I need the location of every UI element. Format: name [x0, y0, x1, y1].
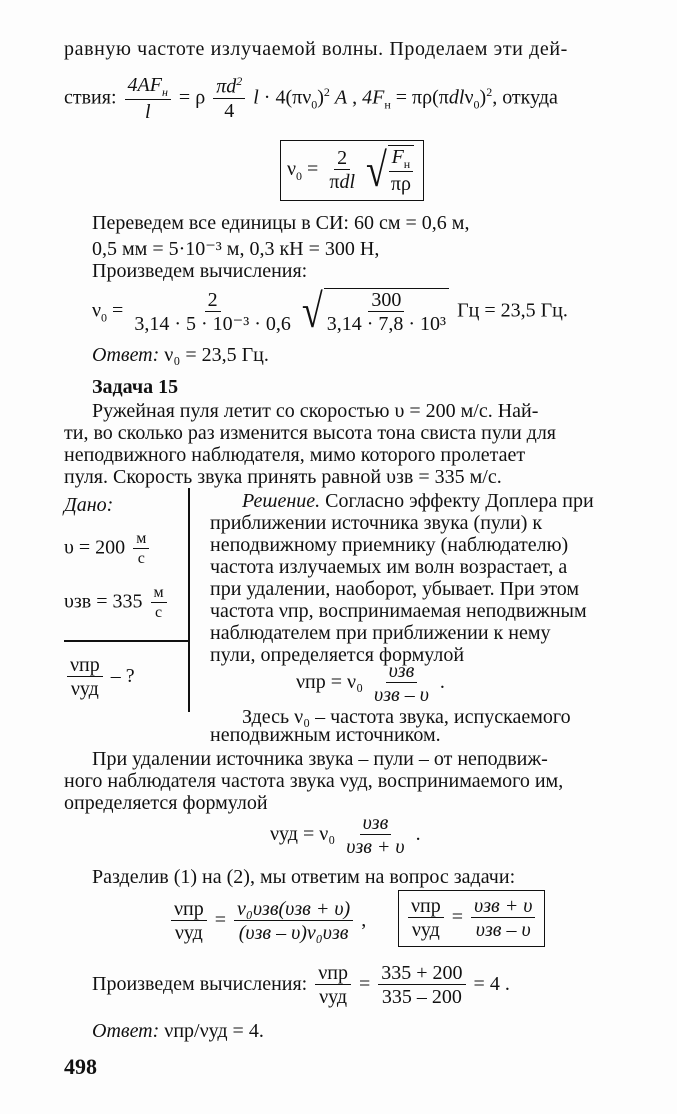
formula-1: νпр = ν₀ $\frac{\text{υзв}}{\text{υзв – υ}}$ .: [296, 660, 445, 706]
radical-numerator: 300: [368, 289, 404, 312]
unit-num: м: [133, 530, 149, 549]
ratio-mid-num: ν₀υзв(υзв + υ): [234, 898, 353, 921]
final-calc: Произведем вычисления: $\frac{\text{νпр}}{\text{νуд}}$ = $\frac{335 + 200}{335 - 200}$ = 4 .: [92, 962, 510, 1008]
given-vzv: [64, 584, 170, 622]
calc-formula: $\nu_0$ = $\frac{2}{\text{3,14 · 5 · 10⁻³ · 0,6}}$ √ $\frac{300}{\text{3,14 · 7,8 · 10³}}$ Гц = 23,5 Гц.: [92, 285, 568, 339]
solution-label: Решение.: [242, 490, 321, 512]
box-ratio-num: νпр: [408, 895, 444, 918]
fraction-denominator: 3,14 · 5 · 10⁻³ · 0,6: [134, 312, 291, 335]
solution-text: Согласно эффекту Доплера при: [325, 490, 594, 512]
answer-text: νпр/νуд = 4.: [164, 1020, 264, 1042]
ratio-den: νуд: [174, 922, 203, 944]
solution-line: приближении источника звука (пули) к: [210, 512, 543, 534]
final-text: Произведем вычисления:: [92, 973, 308, 996]
text-fragment: , откуда: [492, 86, 558, 109]
find-den: νуд: [70, 678, 99, 700]
solution-line: наблюдателем при приближении к нему: [210, 622, 551, 644]
box-ratio-den: νуд: [411, 919, 440, 941]
boxed-formula: $\nu_0$ = $\frac{2}{\text{πdl}}$ √ $\frac{F_н}{\pi\rho}$: [280, 140, 424, 201]
find-question: – ?: [110, 665, 135, 688]
text-line: неподвижного наблюдателя, мимо которого пролетает: [64, 444, 526, 466]
formula-left: νпр = ν₀: [296, 671, 364, 694]
solution-line: неподвижному приемнику (наблюдателю): [210, 534, 569, 556]
text-line: неподвижным источником.: [210, 724, 441, 746]
find-expression: [64, 654, 135, 701]
task-title: Задача 15: [92, 376, 179, 398]
text-line: определяется формулой: [64, 792, 268, 814]
formula-num: υзв: [360, 812, 392, 835]
radical-denominator: 3,14 · 7,8 · 10³: [326, 313, 447, 335]
formula-2: νуд = ν₀ $\frac{\text{υзв}}{\text{υзв + υ}}$ .: [270, 812, 421, 858]
ratio-num: νпр: [171, 898, 207, 921]
text-line: пуля. Скорость звука принять равной υзв = 335 м/с.: [64, 466, 502, 488]
text-line: 0,5 мм = 5·10⁻³ м, 0,3 кН = 300 Н,: [92, 238, 380, 260]
text-line: Ружейная пуля летит со скоростью υ = 200 м/с. Най-: [92, 400, 539, 422]
solution-line: частота νпр, воспринимаемая неподвижным: [210, 600, 587, 622]
box-num: υзв + υ: [471, 895, 535, 918]
answer-label: Ответ:: [92, 1020, 160, 1042]
solution-line: при удалении, наоборот, убывает. При этом: [210, 578, 580, 600]
text-line: равную частоте излучаемой волны. Проделаем эти дей-: [64, 38, 568, 60]
fraction-numerator: 2: [205, 289, 221, 312]
final-result: = 4 .: [473, 973, 510, 996]
ratio-formula: $\frac{\text{νпр}}{\text{νуд}}$ = $\frac{\text{ν₀υзв(υзв + υ)}}{\text{(υзв – υ)ν₀υзв}}$ ,: [168, 898, 366, 945]
text-line: Разделив (1) на (2), мы ответим на вопрос задачи:: [92, 866, 516, 888]
ratio-mid-den: (υзв – υ)ν₀υзв: [238, 922, 349, 944]
solution-line: частота излучаемых им волн возрастает, а: [210, 556, 568, 578]
solution-line: [242, 490, 594, 513]
unit-den: с: [155, 603, 163, 621]
solution-line: пули, определяется формулой: [210, 644, 465, 666]
given-vzv-text: υзв = 335: [64, 590, 143, 613]
formula-left: νуд = ν₀: [270, 823, 336, 846]
find-num: νпр: [67, 654, 103, 677]
given-v-text: υ = 200: [64, 536, 126, 559]
final-ratio-den: νуд: [319, 986, 348, 1008]
page-number: 498: [64, 1054, 97, 1079]
text-line: ного наблюдателя частота звука νуд, воспринимаемого им,: [64, 770, 564, 792]
box-den: υзв – υ: [475, 919, 531, 941]
text-line: При удалении источника звука – пули – от неподвиж-: [92, 748, 548, 770]
given-divider-vertical: [188, 488, 190, 712]
given-divider-horizontal: [64, 640, 188, 642]
text-line: Здесь ν₀ – частота звука, испускаемого: [242, 706, 571, 728]
formula-den: υзв + υ: [346, 836, 405, 858]
answer-line: [92, 344, 269, 367]
given-label: Дано:: [64, 494, 114, 516]
formula-line: ствия: $\frac{4AF_н}{l}$ = ρ $\frac{\pi d^2}{4}$ $l \cdot 4(\pi\nu_0)^2$ A , $4F_н = \pi\rho(\pi dl\nu_0)^2$, откуда: [64, 74, 558, 124]
unit-num: м: [151, 584, 167, 603]
answer-text: ν₀ = 23,5 Гц.: [164, 344, 269, 366]
text-line: ти, во сколько раз изменится высота тона свиста пули для: [64, 422, 557, 444]
final-ratio-num: νпр: [315, 962, 351, 985]
text-line: Переведем все единицы в СИ: 60 см = 0,6 м,: [92, 212, 470, 234]
formula-num: υзв: [386, 660, 418, 683]
text-line: Произведем вычисления:: [92, 260, 308, 282]
text-fragment: ствия:: [64, 86, 117, 109]
calc-result: Гц = 23,5 Гц.: [457, 299, 568, 322]
answer-line: [92, 1020, 264, 1043]
answer-label: Ответ:: [92, 344, 160, 366]
final-den: 335 – 200: [381, 986, 462, 1008]
final-num: 335 + 200: [378, 962, 465, 985]
boxed-result: $\frac{\text{νпр}}{\text{νуд}}$ = $\frac{\text{υзв + υ}}{\text{υзв – υ}}$: [398, 890, 545, 947]
unit-den: с: [137, 549, 145, 567]
formula-den: υзв – υ: [374, 684, 429, 706]
given-v: [64, 530, 152, 568]
